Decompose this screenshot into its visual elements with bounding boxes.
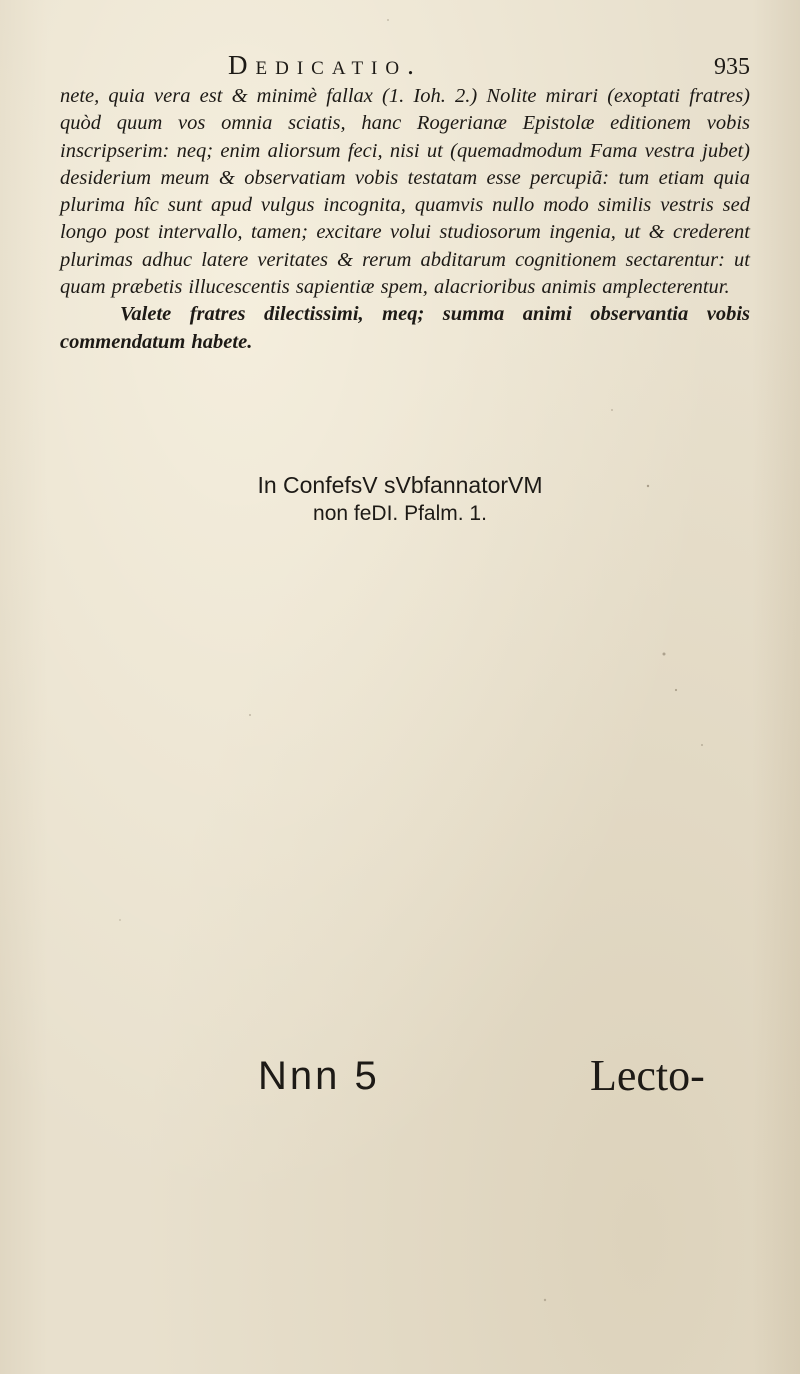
motto-line-1: In ConfefsV sVbfannatorVM <box>257 472 543 498</box>
body-paragraph: nete, quia vera est & minimè fallax (1. Ioh. 2.) Nolite mirari (exoptati fratres) quòd quum vos omnia sciatis, hanc Rogerianæ Epistolæ editionem vobis inscripserim: neq; enim aliorsum feci, nisi ut (quemadmodum Fama vestra jubet) desiderium meum & observatiam vobis testatam esse percupiã: tum etiam quia plurima hîc sunt apud vulgus incognita, quamvis nullo modo similis vestris sed longo post intervallo, tamen; excitare volui studiosorum ingenia, ut & crederent plurimas adhuc latere veritates & rerum abditarum cognitionem sectarentur: ut quam præbetis illucescentis sapientiæ spem, alacrioribus animis amplecterentur. <box>60 85 750 299</box>
motto-line-2: non feDI. Pfalm. 1. <box>313 502 487 525</box>
closing-paragraph: Valete fratres dilectissimi, meq; summa animi observantia vobis commendatum habete. <box>60 303 750 353</box>
signature-mark: Nnn 5 <box>258 1054 380 1098</box>
catchword: Lecto- <box>590 1051 705 1100</box>
page-number: 935 <box>714 54 750 80</box>
running-head: Dedicatio. <box>228 50 422 80</box>
